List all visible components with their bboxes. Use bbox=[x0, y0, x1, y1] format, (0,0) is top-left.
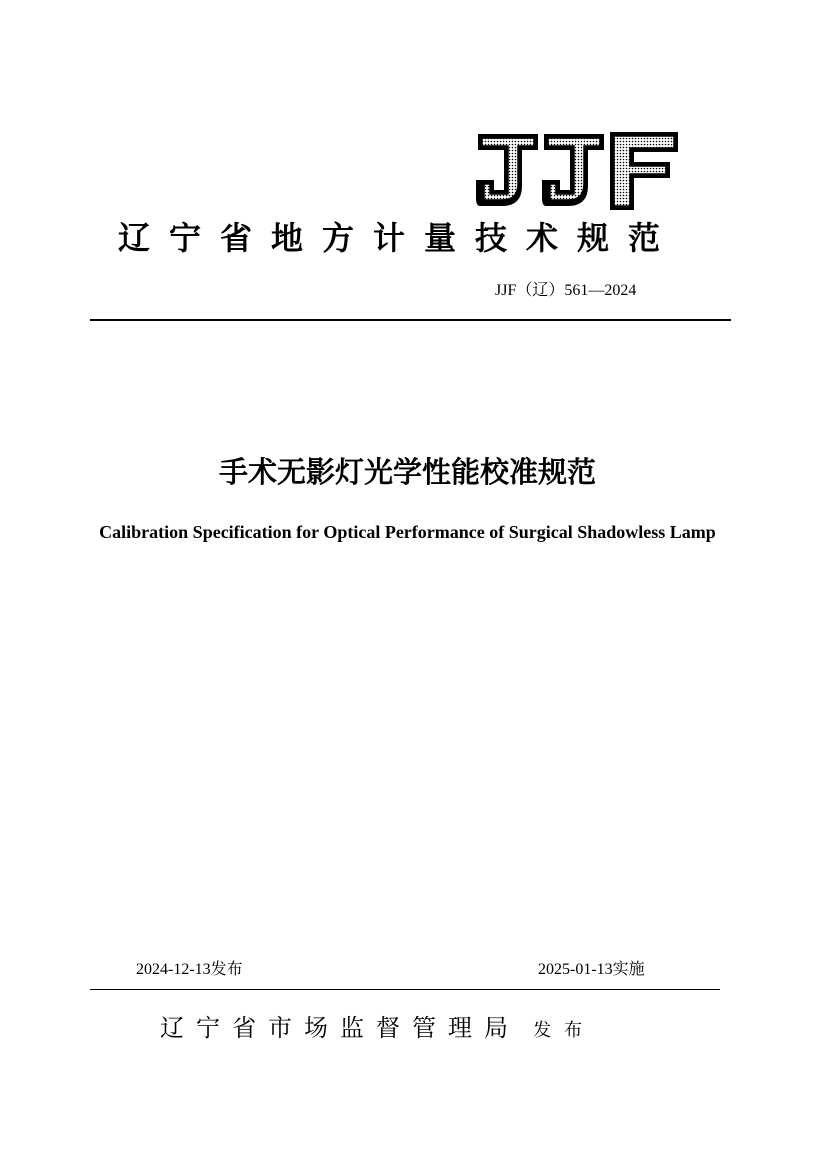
logo-letter-j1 bbox=[476, 134, 538, 206]
publisher-name: 辽宁省市场监督管理局 bbox=[160, 1014, 520, 1042]
logo-letter-f bbox=[610, 132, 678, 210]
header-divider bbox=[90, 319, 731, 321]
chinese-title: 手术无影灯光学性能校准规范 bbox=[218, 455, 596, 489]
jjf-logo bbox=[472, 128, 680, 214]
org-title: 辽宁省地方计量技术规范 bbox=[118, 219, 680, 257]
effective-date: 2025-01-13实施 bbox=[538, 961, 645, 978]
jjf-logo-graphic bbox=[472, 128, 680, 214]
issue-date: 2024-12-13发布 bbox=[136, 961, 243, 978]
footer-divider bbox=[90, 989, 720, 990]
publisher-line bbox=[160, 1008, 720, 1051]
english-title: Calibration Specification for Optical Performance of Surgical Shadowless Lamp bbox=[99, 522, 716, 542]
logo-letter-j2 bbox=[542, 134, 604, 206]
publish-word: 发布 bbox=[533, 1020, 596, 1041]
document-code: JJF（辽）561—2024 bbox=[495, 282, 637, 299]
